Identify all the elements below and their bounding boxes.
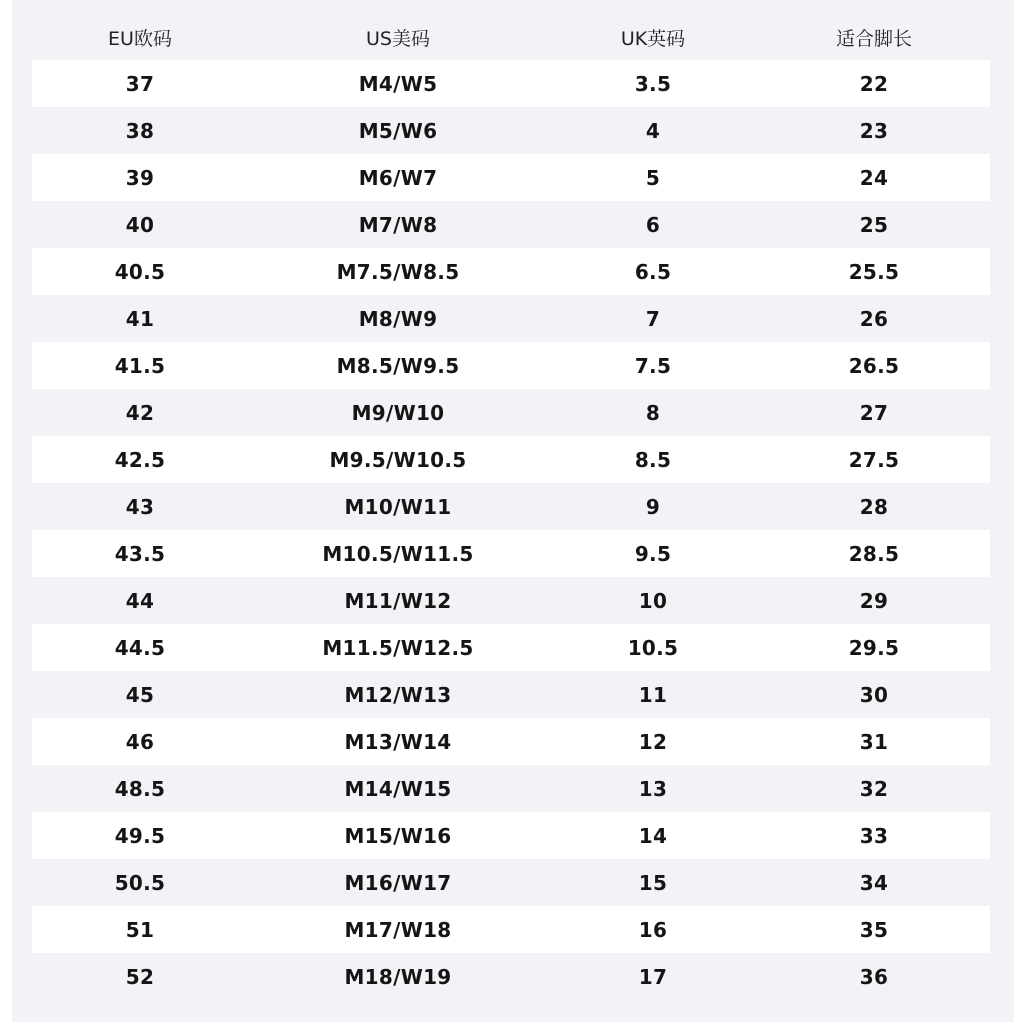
eu-size-cell: 45	[125, 682, 155, 707]
eu-size-cell: 50.5	[114, 870, 166, 895]
us-size-cell: M15/W16	[344, 823, 452, 848]
us-size-cell: M7/W8	[358, 212, 438, 237]
us-size-cell: M9/W10	[351, 400, 445, 425]
table-row	[32, 389, 990, 436]
table-row	[32, 295, 990, 342]
header-foot-length: 适合脚长	[835, 27, 912, 50]
eu-size-cell: 41.5	[114, 353, 166, 378]
table-row	[32, 671, 990, 718]
uk-size-cell: 6.5	[634, 259, 672, 284]
us-size-cell: M5/W6	[358, 118, 438, 143]
us-size-cell: M8.5/W9.5	[336, 353, 460, 378]
eu-size-cell: 51	[125, 917, 155, 942]
uk-size-cell: 4	[645, 118, 661, 143]
uk-size-cell: 14	[638, 823, 668, 848]
table-row	[32, 718, 990, 765]
uk-size-cell: 10	[638, 588, 668, 613]
table-row	[32, 436, 990, 483]
foot-length-cell: 27	[859, 400, 889, 425]
eu-size-cell: 42.5	[114, 447, 166, 472]
foot-length-cell: 31	[859, 729, 889, 754]
uk-size-cell: 13	[638, 776, 668, 801]
table-row	[32, 765, 990, 812]
table-row	[32, 812, 990, 859]
uk-size-cell: 9	[645, 494, 661, 519]
foot-length-cell: 32	[859, 776, 889, 801]
uk-size-cell: 12	[638, 729, 668, 754]
uk-size-cell: 8.5	[634, 447, 672, 472]
header-uk-size: UK英码	[620, 27, 686, 50]
uk-size-cell: 11	[638, 682, 668, 707]
eu-size-cell: 42	[125, 400, 155, 425]
table-row	[32, 577, 990, 624]
table-row	[32, 107, 990, 154]
table-row	[32, 201, 990, 248]
us-size-cell: M4/W5	[358, 71, 438, 96]
header-eu-size: EU欧码	[108, 27, 172, 50]
uk-size-cell: 9.5	[634, 541, 672, 566]
eu-size-cell: 39	[125, 165, 155, 190]
us-size-cell: M8/W9	[358, 306, 438, 331]
header-us-size: US美码	[366, 27, 430, 50]
uk-size-cell: 7	[645, 306, 661, 331]
foot-length-cell: 22	[859, 71, 889, 96]
size-chart-sheet	[12, 0, 1014, 1022]
eu-size-cell: 43.5	[114, 541, 166, 566]
table-body	[32, 60, 990, 1000]
eu-size-cell: 43	[125, 494, 155, 519]
eu-size-cell: 41	[125, 306, 155, 331]
foot-length-cell: 29	[859, 588, 889, 613]
eu-size-cell: 48.5	[114, 776, 166, 801]
us-size-cell: M6/W7	[358, 165, 438, 190]
eu-size-cell: 44.5	[114, 635, 166, 660]
foot-length-cell: 35	[859, 917, 889, 942]
us-size-cell: M16/W17	[344, 870, 452, 895]
us-size-cell: M10/W11	[344, 494, 452, 519]
table-row	[32, 624, 990, 671]
foot-length-cell: 25.5	[848, 259, 900, 284]
foot-length-cell: 33	[859, 823, 889, 848]
foot-length-cell: 23	[859, 118, 889, 143]
uk-size-cell: 5	[645, 165, 661, 190]
eu-size-cell: 46	[125, 729, 155, 754]
table-row	[32, 342, 990, 389]
uk-size-cell: 8	[645, 400, 661, 425]
us-size-cell: M9.5/W10.5	[329, 447, 467, 472]
foot-length-cell: 26.5	[848, 353, 900, 378]
table-row	[32, 60, 990, 107]
table-row	[32, 906, 990, 953]
eu-size-cell: 37	[125, 71, 155, 96]
us-size-cell: M7.5/W8.5	[336, 259, 460, 284]
uk-size-cell: 6	[645, 212, 661, 237]
uk-size-cell: 16	[638, 917, 668, 942]
uk-size-cell: 7.5	[634, 353, 672, 378]
us-size-cell: M10.5/W11.5	[322, 541, 474, 566]
foot-length-cell: 28	[859, 494, 889, 519]
foot-length-cell: 24	[859, 165, 889, 190]
table-row	[32, 530, 990, 577]
uk-size-cell: 3.5	[634, 71, 672, 96]
eu-size-cell: 40	[125, 212, 155, 237]
table-header	[32, 14, 990, 60]
us-size-cell: M12/W13	[344, 682, 452, 707]
foot-length-cell: 29.5	[848, 635, 900, 660]
foot-length-cell: 25	[859, 212, 889, 237]
uk-size-cell: 15	[638, 870, 668, 895]
us-size-cell: M11/W12	[344, 588, 452, 613]
foot-length-cell: 30	[859, 682, 889, 707]
foot-length-cell: 27.5	[848, 447, 900, 472]
table-row	[32, 953, 990, 1000]
foot-length-cell: 34	[859, 870, 889, 895]
us-size-cell: M17/W18	[344, 917, 452, 942]
us-size-cell: M13/W14	[344, 729, 452, 754]
us-size-cell: M11.5/W12.5	[322, 635, 474, 660]
us-size-cell: M18/W19	[344, 964, 452, 989]
uk-size-cell: 17	[638, 964, 668, 989]
table-row	[32, 859, 990, 906]
table-row	[32, 154, 990, 201]
uk-size-cell: 10.5	[627, 635, 679, 660]
eu-size-cell: 44	[125, 588, 155, 613]
foot-length-cell: 26	[859, 306, 889, 331]
eu-size-cell: 40.5	[114, 259, 166, 284]
eu-size-cell: 52	[125, 964, 155, 989]
table-row	[32, 483, 990, 530]
foot-length-cell: 28.5	[848, 541, 900, 566]
table-row	[32, 248, 990, 295]
us-size-cell: M14/W15	[344, 776, 452, 801]
foot-length-cell: 36	[859, 964, 889, 989]
eu-size-cell: 49.5	[114, 823, 166, 848]
eu-size-cell: 38	[125, 118, 155, 143]
